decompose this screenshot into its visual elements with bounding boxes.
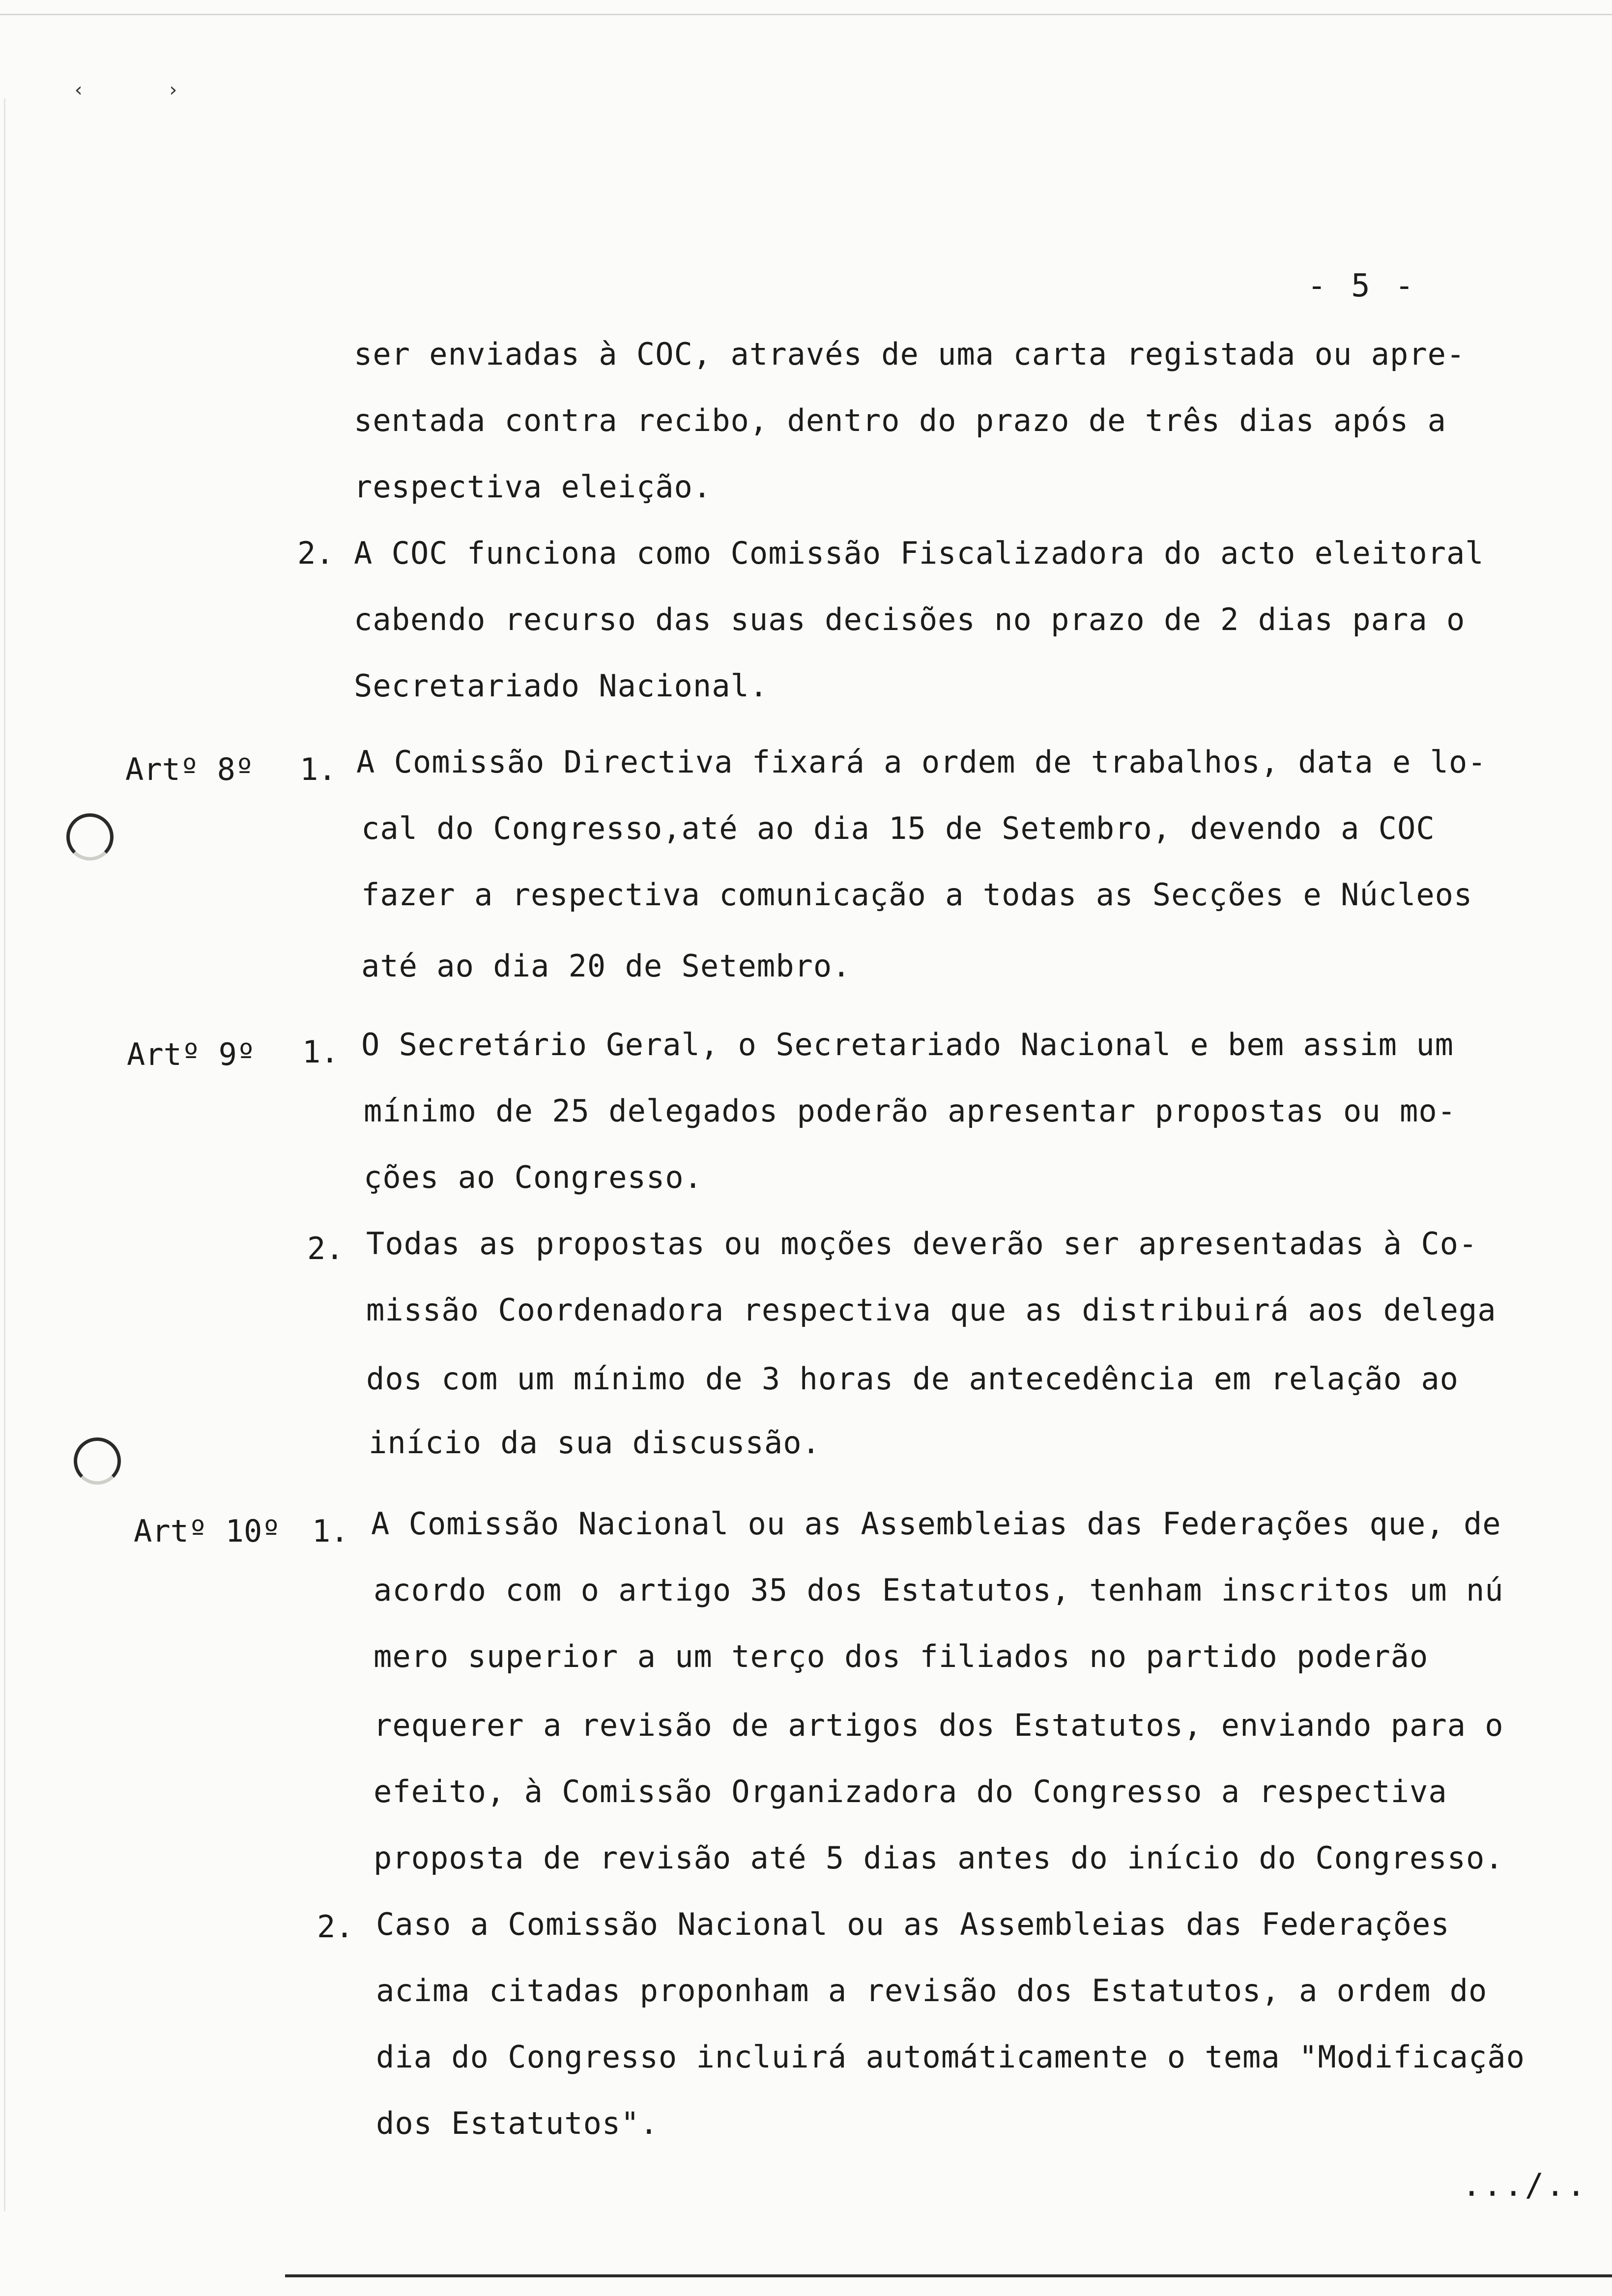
punch-hole-icon [74,1437,121,1485]
text-line: Caso a Comissão Nacional ou as Assembleias das Federações [376,1906,1450,1942]
page-number: - 5 - [1307,268,1417,304]
text-line: até ao dia 20 de Setembro. [361,948,851,984]
item-number: 1. [302,1034,339,1070]
scan-mark-right: › [167,79,179,101]
text-line: fazer a respectiva comunicação a todas as Secções e Núcleos [361,877,1473,913]
text-line: efeito, à Comissão Organizadora do Congresso a respectiva [374,1774,1447,1809]
article-label: Artº 9º [127,1036,256,1072]
top-edge-rule [0,14,1612,15]
text-line: ções ao Congresso. [364,1159,703,1195]
text-line: respectiva eleição. [354,469,712,505]
text-line: A COC funciona como Comissão Fiscalizadora do acto eleitoral [354,535,1484,571]
text-line: requerer a revisão de artigos dos Estatutos, enviando para o [374,1707,1504,1743]
text-line: dos Estatutos". [376,2105,659,2141]
text-line: proposta de revisão até 5 dias antes do início do Congresso. [374,1840,1504,1876]
text-line: cabendo recurso das suas decisões no prazo de 2 dias para o [354,602,1466,637]
text-line: A Comissão Directiva fixará a ordem de trabalhos, data e lo- [356,744,1487,780]
text-line: mínimo de 25 delegados poderão apresentar propostas ou mo- [364,1093,1456,1129]
item-number: 2. [297,535,334,571]
text-line: acordo com o artigo 35 dos Estatutos, tenham inscritos um nú [374,1572,1504,1608]
text-line: Todas as propostas ou moções deverão ser apresentadas à Co- [366,1226,1478,1262]
scan-mark-left: ‹ [73,79,85,101]
text-line: ser enviadas à COC, através de uma carta registada ou apre- [354,336,1466,372]
article-label: Artº 8º [125,751,254,787]
text-line: sentada contra recibo, dentro do prazo de três dias após a [354,402,1446,438]
item-number: 2. [307,1231,344,1266]
text-line: missão Coordenadora respectiva que as distribuirá aos delega [366,1292,1497,1328]
continuation-mark: .../.. [1462,2167,1588,2204]
item-number: 1. [300,751,337,787]
item-number: 1. [312,1513,349,1549]
text-line: início da sua discussão. [369,1425,821,1461]
text-line: mero superior a um terço dos filiados no partido poderão [374,1638,1429,1674]
item-number: 2. [317,1909,354,1945]
text-line: acima citadas proponham a revisão dos Estatutos, a ordem do [376,1973,1488,2009]
text-line: dos com um mínimo de 3 horas de antecedência em relação ao [366,1361,1459,1397]
punch-hole-icon [66,813,114,861]
article-label: Artº 10º [134,1513,281,1549]
text-line: Secretariado Nacional. [354,668,769,704]
text-line: A Comissão Nacional ou as Assembleias das Federações que, de [371,1506,1501,1542]
left-edge-shadow [4,98,5,2211]
text-line: dia do Congresso incluirá automáticamente o tema "Modificação [376,2039,1525,2075]
text-line: O Secretário Geral, o Secretariado Nacional e bem assim um [361,1027,1454,1062]
text-line: cal do Congresso,até ao dia 15 de Setembro, devendo a COC [361,810,1435,846]
bottom-edge-rule [285,2274,1612,2277]
